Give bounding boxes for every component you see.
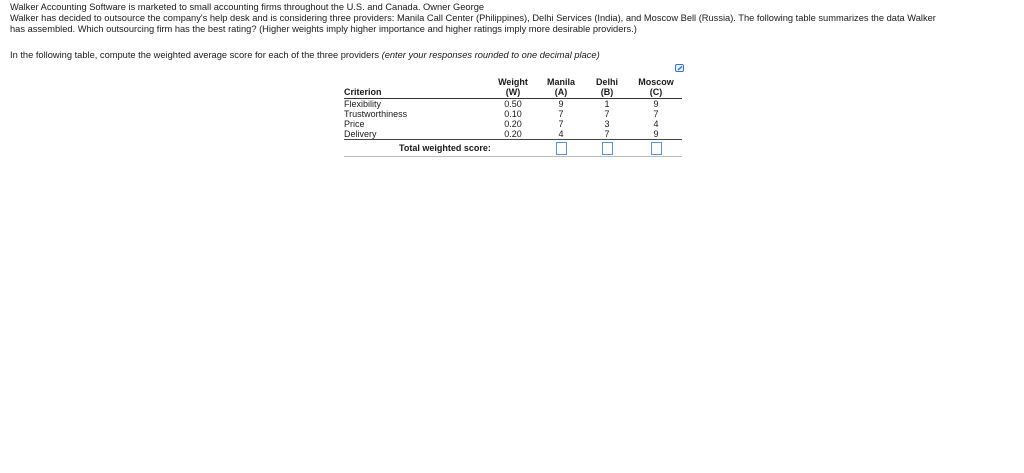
table-row bbox=[344, 129, 682, 140]
intro-line-2: Walker has decided to outsource the company's help desk and is considering three providers: Manila Call Center (Philippines), Delhi Services (India), and Moscow Bell (Russia). The following table summarizes the data Walker bbox=[10, 13, 936, 23]
intro-line-1: Walker Accounting Software is marketed to small accounting firms throughout the U.S. and Canada. Owner George bbox=[10, 2, 485, 12]
criterion-cell: Delivery bbox=[344, 129, 488, 140]
table-row bbox=[344, 99, 682, 110]
manila-cell: 7 bbox=[558, 119, 564, 129]
header-delhi-symbol: (B) bbox=[584, 87, 630, 99]
header-weight: Weight bbox=[498, 77, 528, 87]
total-row bbox=[344, 140, 682, 157]
moscow-cell: 4 bbox=[653, 119, 659, 129]
delhi-total-input[interactable] bbox=[602, 142, 613, 155]
total-weighted-score-label: Total weighted score: bbox=[344, 140, 538, 157]
weight-cell: 0.50 bbox=[504, 99, 522, 109]
weight-cell: 0.20 bbox=[488, 129, 538, 140]
delhi-cell: 3 bbox=[604, 119, 610, 129]
moscow-cell: 7 bbox=[653, 109, 659, 119]
pencil-icon[interactable] bbox=[675, 64, 685, 73]
instruction-text: In the following table, compute the weighted average score for each of the three providers bbox=[10, 50, 379, 60]
scoring-table bbox=[344, 77, 682, 157]
header-manila-symbol: (A) bbox=[538, 87, 584, 99]
instruction bbox=[10, 50, 1014, 61]
moscow-cell: 9 bbox=[630, 129, 682, 140]
table-header-row-2 bbox=[344, 87, 682, 99]
header-criterion: Criterion bbox=[344, 87, 488, 99]
criterion-cell: Trustworthiness bbox=[344, 109, 408, 119]
moscow-cell: 9 bbox=[653, 99, 659, 109]
criterion-cell: Flexibility bbox=[344, 99, 382, 109]
manila-cell: 9 bbox=[558, 99, 564, 109]
manila-cell: 7 bbox=[558, 109, 564, 119]
delhi-cell: 7 bbox=[604, 109, 610, 119]
header-moscow-symbol: (C) bbox=[630, 87, 682, 99]
intro-line-3: has assembled. Which outsourcing firm has the best rating? (Higher weights imply higher importance and higher ratings imply more desirable providers.) bbox=[10, 24, 637, 34]
header-delhi: Delhi bbox=[595, 77, 618, 87]
weight-cell: 0.10 bbox=[504, 109, 522, 119]
instruction-hint: (enter your responses rounded to one decimal place) bbox=[381, 50, 600, 60]
delhi-cell: 1 bbox=[604, 99, 610, 109]
moscow-total-input[interactable] bbox=[651, 142, 662, 155]
header-manila: Manila bbox=[546, 77, 575, 87]
weight-cell: 0.20 bbox=[504, 119, 522, 129]
header-moscow: Moscow bbox=[638, 77, 674, 87]
table-header-row bbox=[344, 77, 682, 87]
header-weight-symbol: (W) bbox=[488, 87, 538, 99]
table-row bbox=[344, 119, 682, 129]
manila-cell: 4 bbox=[538, 129, 584, 140]
table-row bbox=[344, 109, 682, 119]
criterion-cell: Price bbox=[344, 119, 365, 129]
manila-total-input[interactable] bbox=[556, 142, 567, 155]
delhi-cell: 7 bbox=[584, 129, 630, 140]
